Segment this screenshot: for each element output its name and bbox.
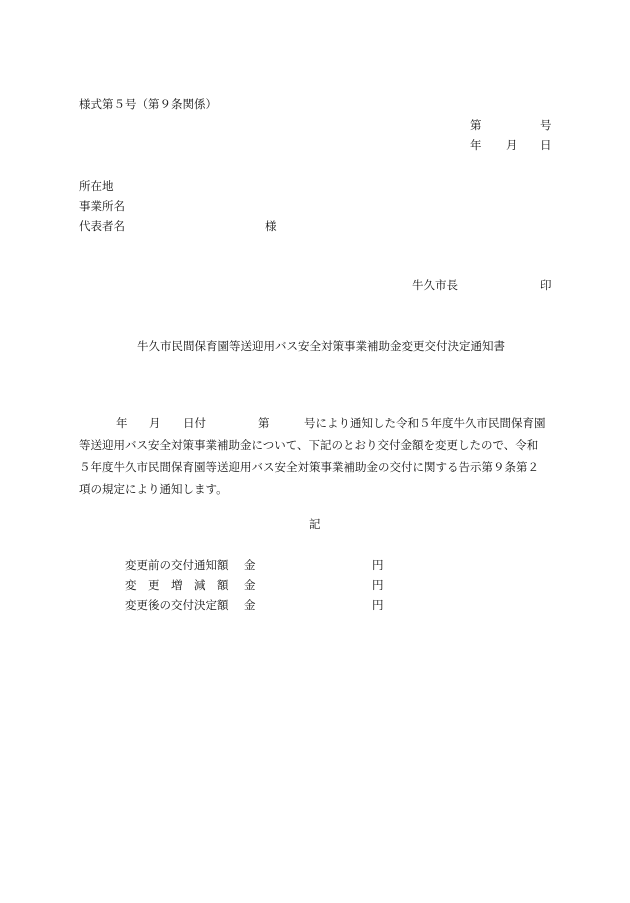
ki-heading: 記 (309, 517, 321, 531)
item-row (125, 597, 395, 613)
item-kin: 金 (244, 598, 256, 612)
item-label: 変更後の交付決定額 (125, 598, 229, 612)
date-day: 日 (540, 138, 552, 152)
recipient-representative-label: 代表者名 (79, 219, 125, 233)
body-line1-rest: 号により通知した令和５年度牛久市民間保育園 (304, 416, 546, 430)
recipient-honorific: 様 (265, 219, 277, 233)
recipient-address-label: 所在地 (79, 179, 114, 193)
item-yen: 円 (372, 578, 384, 592)
body-dai: 第 (258, 416, 270, 430)
body-line-2: 等送迎用バス安全対策事業補助金について、下記のとおり交付金額を変更したので、令和 (79, 438, 539, 452)
item-row (125, 577, 395, 593)
item-row (125, 557, 395, 573)
body-paragraph (79, 412, 559, 500)
item-kin: 金 (244, 558, 256, 572)
recipient-business-label: 事業所名 (79, 199, 125, 213)
body-date-suffix: 日付 (183, 416, 206, 430)
ref-dai: 第 (470, 118, 482, 132)
item-kin: 金 (244, 578, 256, 592)
ref-go: 号 (540, 118, 552, 132)
item-yen: 円 (372, 558, 384, 572)
document-title: 牛久市民間保育園等送迎用バス安全対策事業補助金変更交付決定通知書 (137, 339, 505, 353)
body-line-4: 項の規定により通知します。 (79, 482, 228, 496)
date-year: 年 (470, 138, 482, 152)
item-label: 変 更 増 減 額 (125, 578, 229, 592)
body-year: 年 (116, 416, 128, 430)
body-month: 月 (149, 416, 161, 430)
issuer-seal: 印 (540, 278, 552, 292)
date-month: 月 (506, 138, 518, 152)
form-label: 様式第５号（第９条関係） (79, 97, 217, 111)
item-yen: 円 (372, 598, 384, 612)
body-line-1 (79, 412, 559, 434)
item-label: 変更前の交付通知額 (125, 558, 229, 572)
body-line-3: ５年度牛久市民間保育園等送迎用バス安全対策事業補助金の交付に関する告示第９条第２ (79, 460, 539, 474)
issuer-title: 牛久市長 (412, 278, 458, 292)
